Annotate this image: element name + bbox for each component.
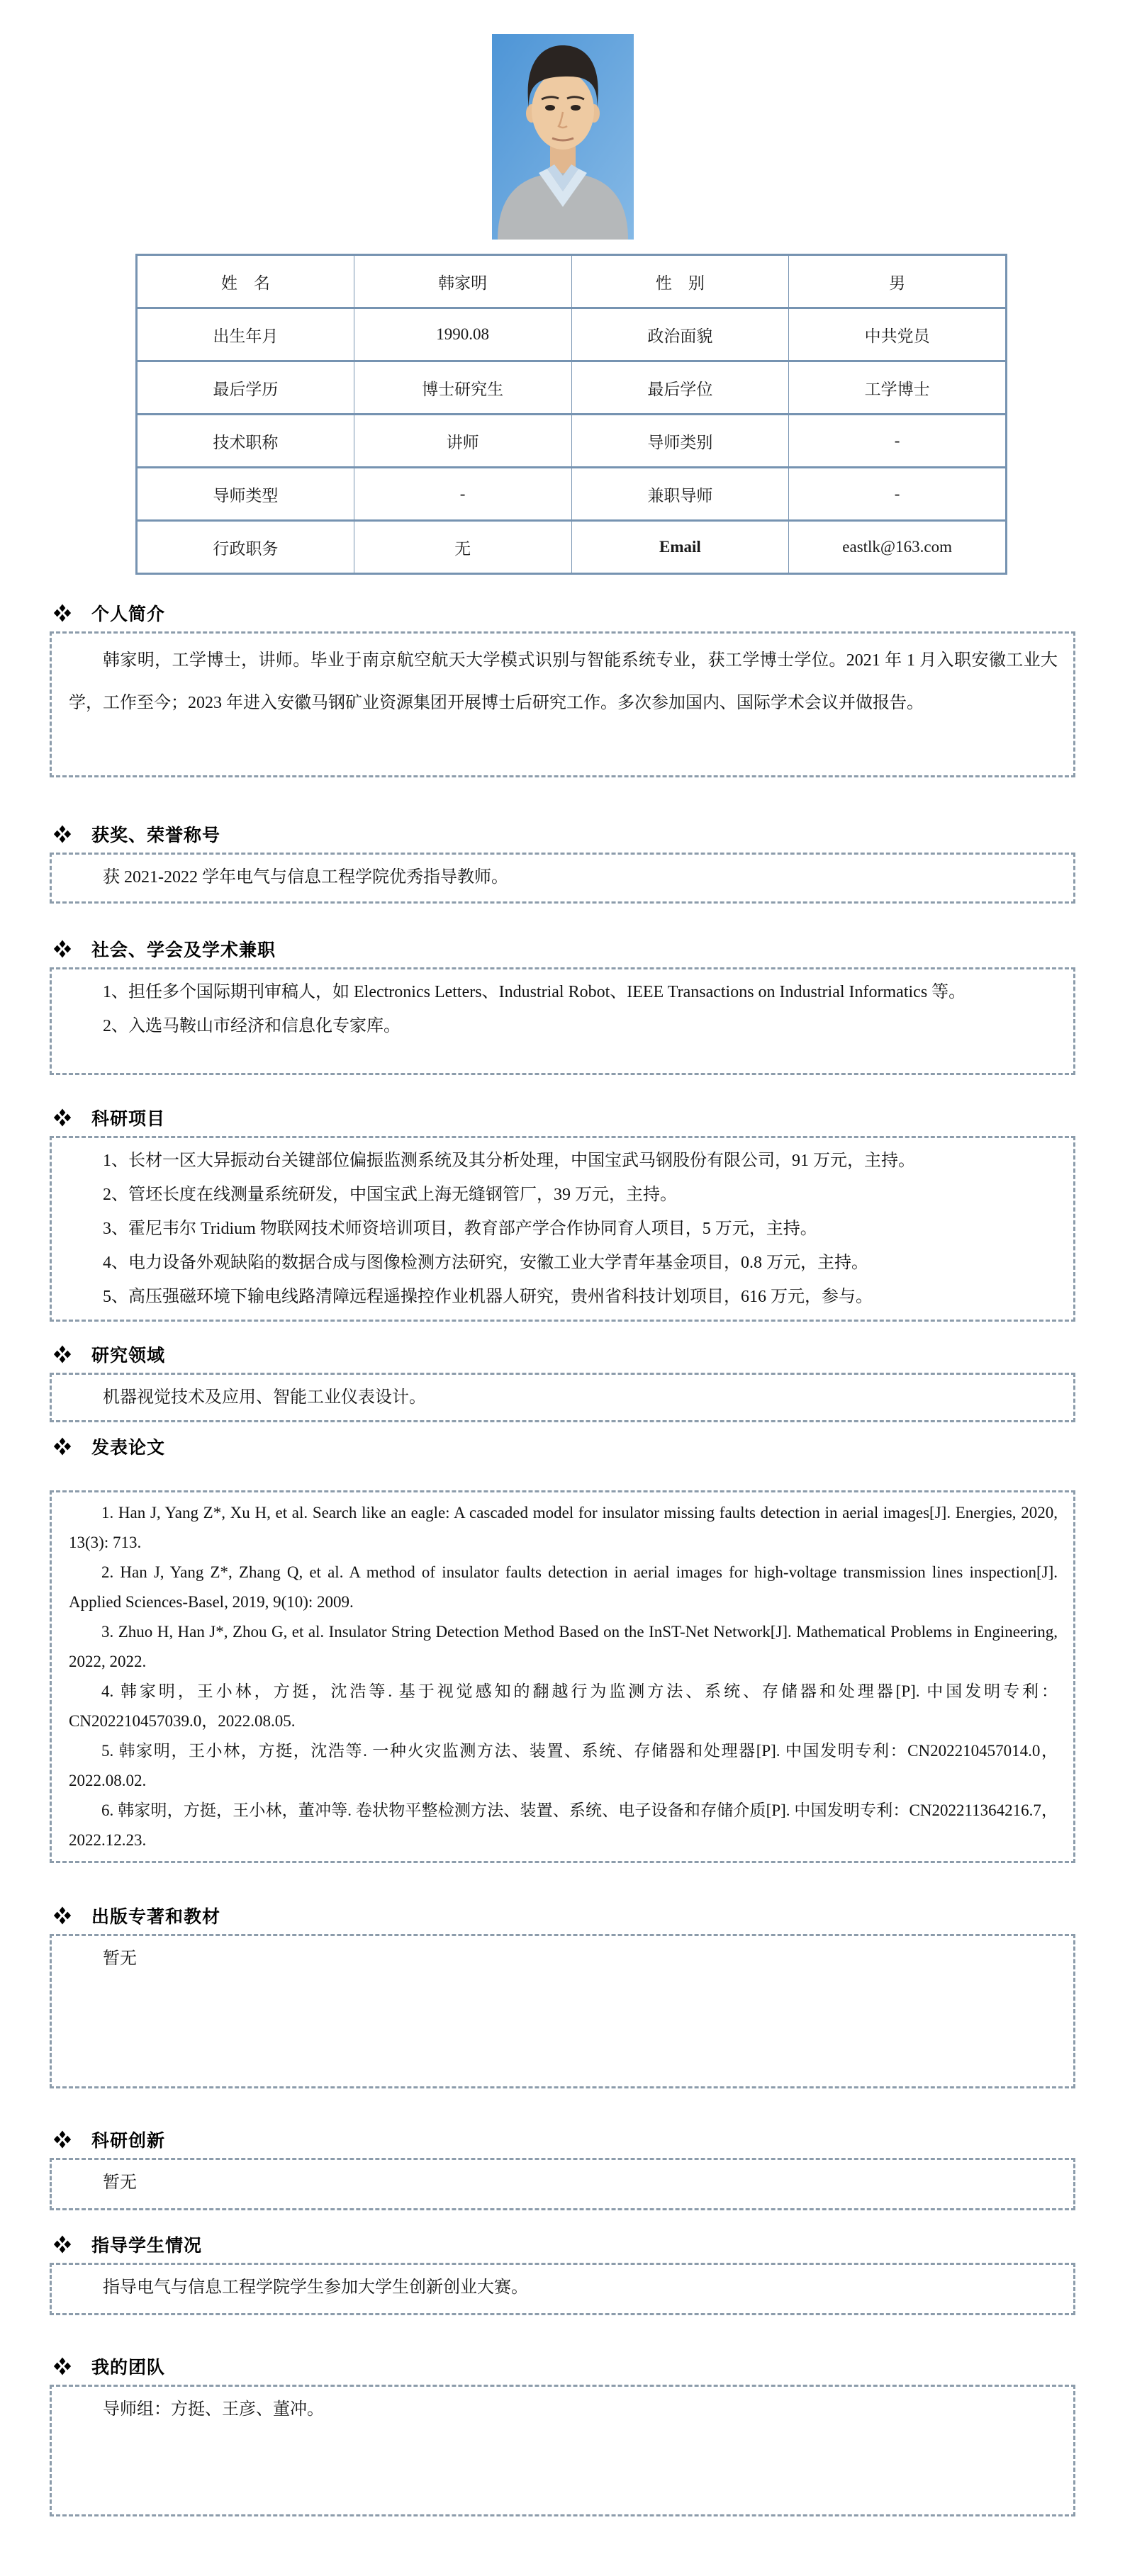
section-books-box — [50, 1934, 1075, 2088]
paragraph: 2、管坯长度在线测量系统研发，中国宝武上海无缝钢管厂，39 万元，主持。 — [103, 1186, 677, 1204]
paragraph: 2. Han J, Yang Z*, Zhang Q, et al. A method of insulator faults detection in aerial images for high-voltage transmission lines inspection[J]. Applied Sciences-Basel, 2019, 9(10): 2009. — [69, 1563, 1058, 1611]
table-row — [137, 308, 1007, 361]
label-birth: 出生年月 — [137, 308, 354, 361]
section-title: 个人简介 — [91, 605, 166, 624]
section-profile-box — [50, 631, 1075, 777]
section-title: 指导学生情况 — [91, 2237, 203, 2256]
paragraph: 3. Zhuo H, Han J*, Zhou G, et al. Insulator String Detection Method Based on the InST-Net Network[J]. Mathematical Problems in Engineering, 2022, 2022. — [69, 1623, 1058, 1670]
paragraph: 4、电力设备外观缺陷的数据合成与图像检测方法研究，安徽工业大学青年基金项目，0.8 万元，主持。 — [103, 1254, 868, 1272]
section-research-areas — [53, 1342, 1125, 1367]
section-profile — [53, 600, 1125, 626]
value-birth: 1990.08 — [354, 308, 571, 361]
profile-photo — [492, 34, 634, 240]
paragraph: 机器视觉技术及应用、智能工业仪表设计。 — [103, 1388, 426, 1407]
section-title: 获奖、荣誉称号 — [91, 826, 221, 845]
section-title: 我的团队 — [91, 2358, 166, 2378]
section-title: 科研项目 — [91, 1110, 166, 1129]
paragraph: 1. Han J, Yang Z*, Xu H, et al. Search like an eagle: A cascaded model for insulator missing faults detection in aerial images[J]. Energies, 2020, 13(3): 713. — [69, 1504, 1058, 1551]
diamond-bullet-icon — [53, 1345, 72, 1363]
section-publications — [53, 1434, 1125, 1459]
value-adjunct-supervisor: - — [789, 468, 1007, 521]
section-team — [53, 2353, 1125, 2379]
section-publications-box — [50, 1490, 1075, 1863]
paragraph: 指导电气与信息工程学院学生参加大学生创新创业大赛。 — [103, 2278, 528, 2297]
diamond-bullet-icon — [53, 2130, 72, 2149]
diamond-bullet-icon — [53, 940, 72, 958]
section-innovation-box — [50, 2158, 1075, 2210]
label-education: 最后学历 — [137, 361, 354, 415]
section-title: 科研创新 — [91, 2132, 166, 2151]
label-degree: 最后学位 — [571, 361, 789, 415]
section-title: 发表论文 — [91, 1439, 166, 1458]
section-research-areas-box — [50, 1373, 1075, 1422]
table-row — [137, 361, 1007, 415]
value-supervisor-category: - — [789, 415, 1007, 468]
section-title: 研究领域 — [91, 1346, 166, 1366]
paragraph: 1、长材一区大异振动台关键部位偏振监测系统及其分析处理，中国宝武马钢股份有限公司，91 万元，主持。 — [103, 1152, 915, 1170]
basic-info-table — [135, 254, 1007, 575]
section-students — [53, 2232, 1125, 2257]
table-row — [137, 521, 1007, 574]
section-students-box — [50, 2263, 1075, 2315]
label-title: 技术职称 — [137, 415, 354, 468]
label-supervisor-type: 导师类型 — [137, 468, 354, 521]
value-education: 博士研究生 — [354, 361, 571, 415]
section-title: 出版专著和教材 — [91, 1908, 221, 1927]
diamond-bullet-icon — [53, 2235, 72, 2254]
paragraph: 1、担任多个国际期刊审稿人，如 Electronics Letters、Industrial Robot、IEEE Transactions on Industrial Informatics 等。 — [103, 983, 966, 1001]
table-row — [137, 468, 1007, 521]
section-books — [53, 1903, 1125, 1928]
section-title: 社会、学会及学术兼职 — [91, 941, 276, 960]
diamond-bullet-icon — [53, 1437, 72, 1456]
table-row — [137, 255, 1007, 308]
diamond-bullet-icon — [53, 604, 72, 622]
value-degree: 工学博士 — [789, 361, 1007, 415]
value-admin-post: 无 — [354, 521, 571, 574]
section-team-box — [50, 2385, 1075, 2516]
value-email: eastlk@163.com — [789, 521, 1007, 574]
paragraph: 暂无 — [103, 1950, 137, 1968]
paragraph: 4. 韩家明，王小林，方挺，沈浩等. 基于视觉感知的翻越行为监测方法、系统、存储器和处理器[P]. 中国发明专利：CN202210457039.0，2022.08.05. — [69, 1682, 1058, 1730]
value-title: 讲师 — [354, 415, 571, 468]
diamond-bullet-icon — [53, 825, 72, 843]
section-projects-box — [50, 1136, 1075, 1322]
paragraph: 韩家明，工学博士，讲师。毕业于南京航空航天大学模式识别与智能系统专业，获工学博士学位。2021 年 1 月入职安徽工业大学，工作至今；2023 年进入安徽马钢矿业资源集团开展博士后研究工作。多次参加国内、国际学术会议并做报告。 — [69, 651, 1058, 712]
label-gender: 性 别 — [571, 255, 789, 308]
paragraph: 3、霍尼韦尔 Tridium 物联网技术师资培训项目，教育部产学合作协同育人项目，5 万元，主持。 — [103, 1220, 817, 1238]
value-name: 韩家明 — [354, 255, 571, 308]
label-email: Email — [571, 521, 789, 574]
paragraph: 2、入选马鞍山市经济和信息化专家库。 — [103, 1017, 401, 1035]
label-name: 姓 名 — [137, 255, 354, 308]
section-projects — [53, 1105, 1125, 1130]
table-row — [137, 415, 1007, 468]
paragraph: 6. 韩家明，方挺，王小林，董冲等. 卷状物平整检测方法、装置、系统、电子设备和存储介质[P]. 中国发明专利：CN202211364216.7，2022.12.23. — [69, 1801, 1058, 1849]
label-admin-post: 行政职务 — [137, 521, 354, 574]
paragraph: 5. 韩家明，王小林，方挺，沈浩等. 一种火灾监测方法、装置、系统、存储器和处理器[P]. 中国发明专利：CN202210457014.0，2022.08.02. — [69, 1742, 1058, 1789]
section-memberships-box — [50, 967, 1075, 1075]
section-innovation — [53, 2127, 1125, 2152]
label-adjunct-supervisor: 兼职导师 — [571, 468, 789, 521]
value-gender: 男 — [789, 255, 1007, 308]
diamond-bullet-icon — [53, 2357, 72, 2375]
paragraph: 暂无 — [103, 2173, 137, 2192]
value-political-status: 中共党员 — [789, 308, 1007, 361]
diamond-bullet-icon — [53, 1906, 72, 1925]
value-supervisor-type: - — [354, 468, 571, 521]
paragraph: 获 2021-2022 学年电气与信息工程学院优秀指导教师。 — [103, 868, 508, 887]
section-awards-box — [50, 853, 1075, 904]
section-memberships — [53, 936, 1125, 962]
diamond-bullet-icon — [53, 1108, 72, 1127]
paragraph: 导师组：方挺、王彦、董冲。 — [103, 2400, 324, 2419]
label-political-status: 政治面貌 — [571, 308, 789, 361]
section-awards — [53, 821, 1125, 847]
paragraph: 5、高压强磁环境下输电线路清障远程遥操控作业机器人研究，贵州省科技计划项目，616 万元，参与。 — [103, 1288, 873, 1306]
label-supervisor-category: 导师类别 — [571, 415, 789, 468]
